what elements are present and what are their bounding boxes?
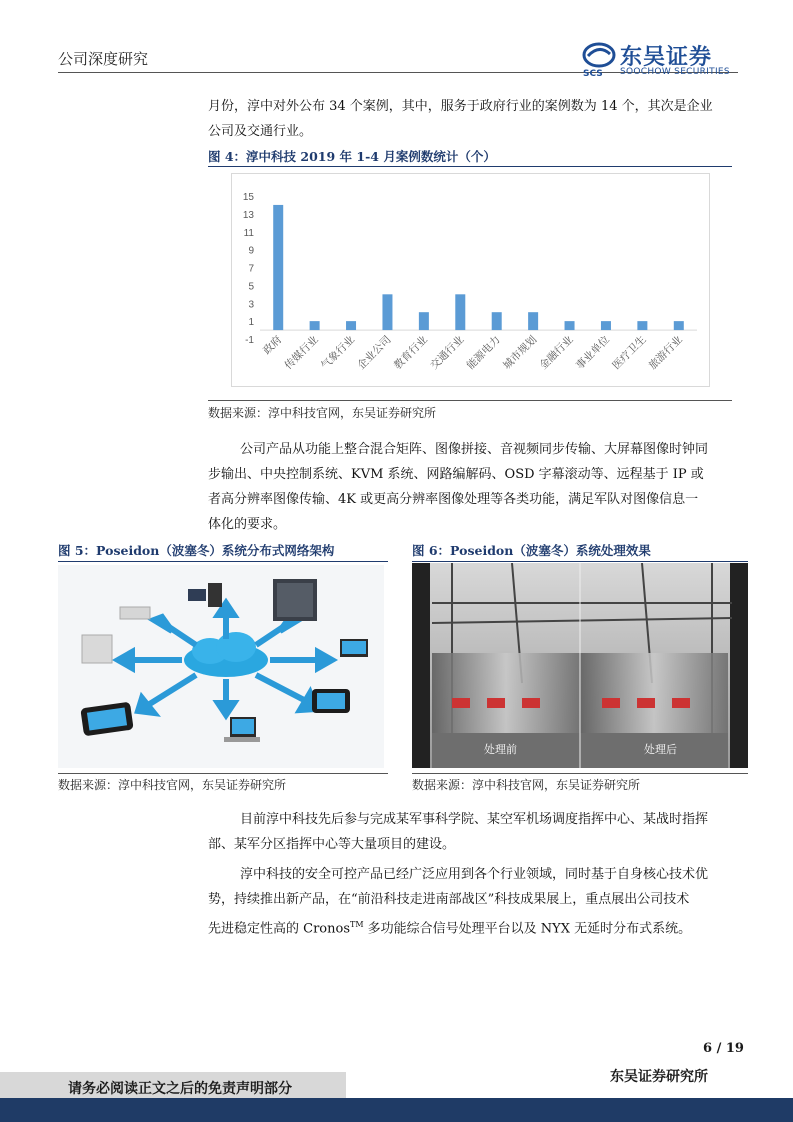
disclaimer-text: 请务必阅读正文之后的免责声明部分: [68, 1081, 292, 1097]
bar-11: [674, 321, 684, 330]
figure-5-source: 数据来源：淳中科技官网，东吴证券研究所: [58, 778, 287, 792]
bar-2: [346, 321, 356, 330]
processing-effect-image: [412, 563, 748, 768]
y-tick-label: 13: [242, 209, 254, 221]
bar-0: [273, 205, 283, 330]
paragraph-line: 体化的要求。: [208, 517, 287, 532]
paragraph-line: [208, 912, 691, 941]
figure-title-rule: [208, 166, 732, 167]
institute-name: 东吴证券研究所: [610, 1069, 708, 1085]
y-tick-label: 15: [242, 192, 254, 203]
after-label: 处理后: [644, 743, 677, 756]
figure-title-rule: [58, 561, 388, 562]
figure-6-title: 图 6：Poseidon（波塞冬）系统处理效果: [412, 543, 651, 558]
x-category-label: 事业单位: [573, 333, 613, 372]
x-category-label: 旅游行业: [646, 333, 685, 372]
report-type-title: 公司深度研究: [58, 50, 149, 68]
soochow-logo-icon: [580, 42, 618, 78]
storage-box-icon: [82, 635, 112, 663]
y-tick-label: 5: [248, 281, 254, 293]
y-tick-label: 7: [248, 263, 254, 275]
x-category-label: 气象行业: [318, 333, 358, 372]
figure-4-source: 数据来源：淳中科技官网，东吴证券研究所: [208, 406, 437, 420]
figure-6-source: 数据来源：淳中科技官网，东吴证券研究所: [412, 778, 641, 792]
paragraph-line: 公司及交通行业。: [208, 124, 313, 139]
figure-bottom-rule: [412, 773, 748, 774]
bar-5: [455, 294, 465, 330]
x-category-label: 企业公司: [355, 333, 394, 372]
bar-chart-svg: [232, 174, 709, 386]
figure-bottom-rule: [208, 400, 732, 401]
y-tick-label: 3: [248, 299, 254, 311]
x-category-label: 医疗卫生: [610, 333, 649, 372]
paragraph-line: 淳中科技的安全可控产品已经广泛应用到各个行业领域，同时基于自身核心技术优: [240, 867, 709, 882]
logo-english-name: SOOCHOW SECURITIES: [620, 67, 730, 77]
paragraph-line: 势，持续推出新产品，在“前沿科技走进南部战区”科技成果展上，重点展出公司技术: [208, 892, 690, 907]
laptop-icon: [340, 639, 368, 657]
x-category-label: 教育行业: [391, 333, 430, 372]
y-tick-label: 9: [248, 245, 254, 257]
footer-bar: [0, 1098, 793, 1122]
bar-8: [565, 321, 575, 330]
figure-4-title: 图 4：淳中科技 2019 年 1-4 月案例数统计（个）: [208, 149, 496, 164]
bar-4: [419, 312, 429, 330]
logo-mark-text: SCS: [583, 69, 603, 78]
paragraph-line: 步输出、中央控制系统、KVM 系统、网路编解码、OSD 字幕滚动等、远程基于 IP 或: [208, 467, 704, 482]
bar-7: [528, 312, 538, 330]
paragraph-line: 目前淳中科技先后参与完成某军事科学院、某空军机场调度指挥中心、某战时指挥: [240, 812, 709, 827]
paragraph-line: 公司产品从功能上整合混合矩阵、图像拼接、音视频同步传输、大屏幕图像时钟同: [240, 442, 709, 457]
bar-3: [382, 294, 392, 330]
tablet-icon: [312, 689, 350, 713]
trademark-superscript: TM: [350, 920, 364, 929]
network-architecture-diagram: [58, 565, 384, 768]
paragraph-line: 部、某军分区指挥中心等大量项目的建设。: [208, 837, 456, 852]
x-category-label: 传媒行业: [282, 333, 321, 372]
logo-chinese-name: 东吴证券: [620, 45, 713, 70]
bar-6: [492, 312, 502, 330]
case-count-chart: [231, 173, 710, 387]
bar-1: [310, 321, 320, 330]
figure-title-rule: [412, 561, 748, 562]
x-category-label: 城市规划: [501, 333, 540, 372]
x-category-label: 金融行业: [537, 333, 576, 372]
x-category-label: 能源电力: [464, 333, 503, 372]
text-segment: 先进稳定性高的 Cronos: [208, 921, 350, 937]
y-tick-label: 11: [243, 227, 254, 239]
page-number: 6 / 19: [703, 1041, 744, 1056]
before-label: 处理前: [484, 743, 517, 756]
x-category-label: 交通行业: [428, 333, 467, 372]
y-tick-label: -1: [245, 335, 254, 346]
bar-9: [601, 321, 611, 330]
figure-5-title: 图 5：Poseidon（波塞冬）系统分布式网络架构: [58, 543, 335, 558]
paragraph-line: 月份，淳中对外公布 34 个案例，其中，服务于政府行业的案例数为 14 个，其次是企业: [208, 99, 713, 114]
figure-bottom-rule: [58, 773, 388, 774]
paragraph-line: 者高分辨率图像传输、4K 或更高分辨率图像处理等各类功能，满足军队对图像信息一: [208, 492, 699, 507]
bar-10: [637, 321, 647, 330]
x-category-label: 政府: [260, 333, 285, 358]
set-top-box-icon: [120, 607, 150, 619]
server-rack-icon: [273, 579, 317, 621]
y-tick-label: 1: [248, 317, 254, 329]
text-segment: 多功能综合信号处理平台以及 NYX 无延时分布式系统。: [363, 921, 692, 937]
